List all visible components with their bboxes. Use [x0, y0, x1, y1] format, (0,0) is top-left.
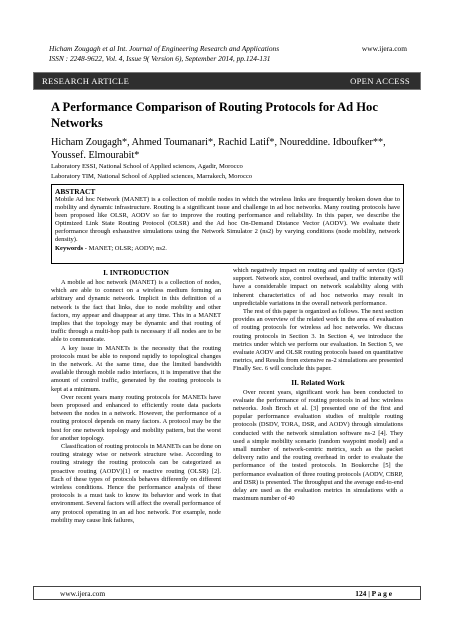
article-type-banner: [33, 72, 421, 90]
paragraph: A key issue in MANETs is the necessity that the routing protocols must be able to respond rapidly to topological changes in the network. At the same time, due the limited bandwidth available through mobile radio interfaces, it is imperative that the amount of control traffic, generated by the routing protocols is kept at a minimum.: [51, 344, 221, 393]
paragraph: Over recent years many routing protocols for MANETs have been proposed and enhanced to efficiently route data packets between the nodes in a network. However, the performance of a routing protocol depends on many factors. A protocol may be the best for one network topology and mobility pattern, but the worst for another topology.: [51, 393, 221, 442]
keywords-label: Keywords: [55, 244, 84, 252]
section-heading-related-work: II. Related Work: [291, 377, 345, 387]
article-type-label: RESEARCH ARTICLE: [42, 76, 130, 86]
page-footer: [33, 586, 421, 600]
paragraph: A mobile ad hoc network (MANET) is a collection of nodes, which are able to connect on a wireless medium forming an arbitrary and dynamic network. Implicit in this definition of a network is the fact that links, due to node mobility and other factors, my appear and disappear at any time. This in a MANET implies that the topology may be dynamic and that routing of traffic through a multi-hop path is necessary if all nodes are to be able to communicate.: [51, 279, 221, 344]
abstract-heading: ABSTRACT: [55, 187, 96, 196]
page-number: 124 | P a g e: [355, 589, 392, 598]
author-list: Hicham Zougagh*, Ahmed Toumanari*, Rachid Latif*, Noureddine. Idboufker**, Youssef. Elmourabit*: [51, 137, 386, 161]
access-label: OPEN ACCESS: [350, 76, 410, 86]
keywords-value: - MANET; OLSR; AODV; ns2.: [84, 244, 167, 252]
footer-website[interactable]: www.ijera.com: [60, 589, 106, 598]
affiliation-2: Laboratory TIM, National School of Applied sciences, Marrakech, Morocco: [51, 172, 253, 180]
paper-title: A Performance Comparison of Routing Protocols for Ad Hoc Networks: [51, 100, 378, 130]
header-website[interactable]: www.ijera.com: [361, 44, 407, 53]
header-citation: Hicham Zougagh et al Int. Journal of Engineering Research and Applications: [49, 44, 280, 53]
abstract-text: Mobile Ad hoc Network (MANET) is a collection of mobile nodes in which the wireless links are frequently broken down due to mobility and dynamic infrastructure. Routing is a significant issue and challenge in ad hoc networks. Many routing protocols have been proposed like OLSR, AODV so far to improve the routing performance and reliability. In this paper, we describe the Optimized Link State Routing Protocol (OLSR) and the Ad hoc On-Demand Distance Vector (AODV). We evaluate their performance through exhaustive simulations using the Network Simulator 2 (ns2) by varying conditions (node mobility, network density).: [55, 196, 400, 244]
paragraph: The rest of this paper is organized as follows. The next section provides an overview of the related work in the area of evaluation of routing protocols for wireless ad hoc networks. We discuss routing protocols in Section 3. In Section 4, we introduce the metrics under which we perform our evaluation. In Section 5, we evaluate AODV and OLSR routing protocols based on quantitative metrics, and Results from extensive ns-2 simulations are presented Finally Sec. 6 will conclude this paper.: [233, 308, 403, 373]
affiliation-1: Laboratory ESSI, National School of Applied sciences, Agadir, Morocco: [51, 163, 243, 170]
affiliations: [51, 162, 403, 181]
left-column: [51, 267, 221, 525]
paragraph: which negatively impact on routing and quality of service (QoS) support. Network size, control overhead, and traffic intensity will have a considerable impact on network scalability along with inherent characteristics of ad hoc networks may result in unpredictable variations in the overall network performance.: [233, 267, 403, 307]
section-heading-introduction: I. INTRODUCTION: [103, 268, 169, 277]
paragraph: Over recent years, significant work has been conducted to evaluate the performance of routing protocols in ad hoc wireless networks. Josh Broch et al. [3] presented one of the first and popular performance evaluation studies of multiple routing protocols (DSDV, TORA, DSR, and AODV) through simulations conducted with the network simulation software ns-2 [4]. They used a simple mobility scenario (random waypoint model) and a small number of network-centric metrics, such as the packet delivery ratio and the routing overhead in order to evaluate the performance of the tested protocols. In Boukerche [5] the performance evaluation of three routing protocols (AODV, CBRP, and DSR) is presented. The throughput and the average end-to-end delay are used as the evaluation metrics in simulations with a maximum number of 40: [233, 388, 403, 503]
keywords: [55, 245, 400, 253]
abstract-box: [51, 184, 404, 264]
header-issn: ISSN : 2248-9622, Vol. 4, Issue 9( Version 6), September 2014, pp.124-131: [49, 54, 271, 63]
journal-header: [49, 44, 407, 64]
paragraph: Classification of routing protocols in MANETs can be done on routing strategy wise or network structure wise. According to routing strategy the routing protocols can be categorized as proactive routing (AODV)[1] or reactive routing (OLSR) [2]. Each of these types of protocols behaves differently on different wireless conditions. Hence the performance analysis of these protocols is a must task to know its behavior and work in that environment. Several factors will affect the overall performance of any protocol operating in an ad hoc network. For example, node mobility may cause link failures,: [51, 443, 221, 524]
right-column: [233, 267, 403, 503]
